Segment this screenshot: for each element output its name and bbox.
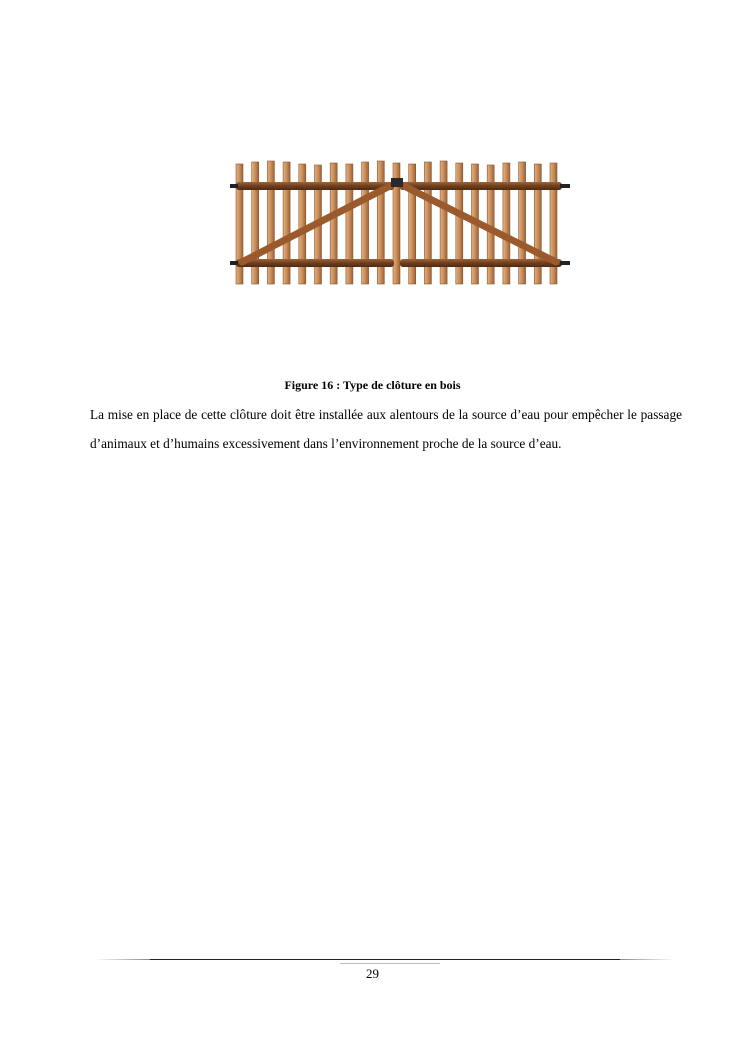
wooden-fence-image (230, 150, 572, 365)
footer-rule-left-fade (95, 959, 150, 960)
figure-caption: Figure 16 : Type de clôture en bois (284, 378, 461, 392)
hinge-pin-left-bottom (230, 261, 238, 265)
bottom-rail-right (400, 259, 562, 267)
footer-rule (150, 959, 620, 960)
bottom-rail-left (236, 259, 394, 267)
footer-subrule (340, 963, 440, 964)
top-rail-left (236, 182, 394, 190)
gate-latch (391, 178, 403, 187)
hinge-pin-right-bottom (560, 261, 570, 265)
top-rail-right (400, 182, 562, 190)
page-number: 29 (366, 966, 379, 981)
footer-rule-right-fade (620, 959, 675, 960)
body-paragraph: La mise en place de cette clôture doit être installée aux alentours de la source d’eau pour empêcher le passage d’animaux et d’humains excessivement dans l’environnement proche de la source d’eau. (90, 407, 682, 451)
hinge-pin-right-top (560, 184, 570, 188)
hinge-pin-left-top (230, 184, 238, 188)
fence-figure (230, 150, 572, 365)
